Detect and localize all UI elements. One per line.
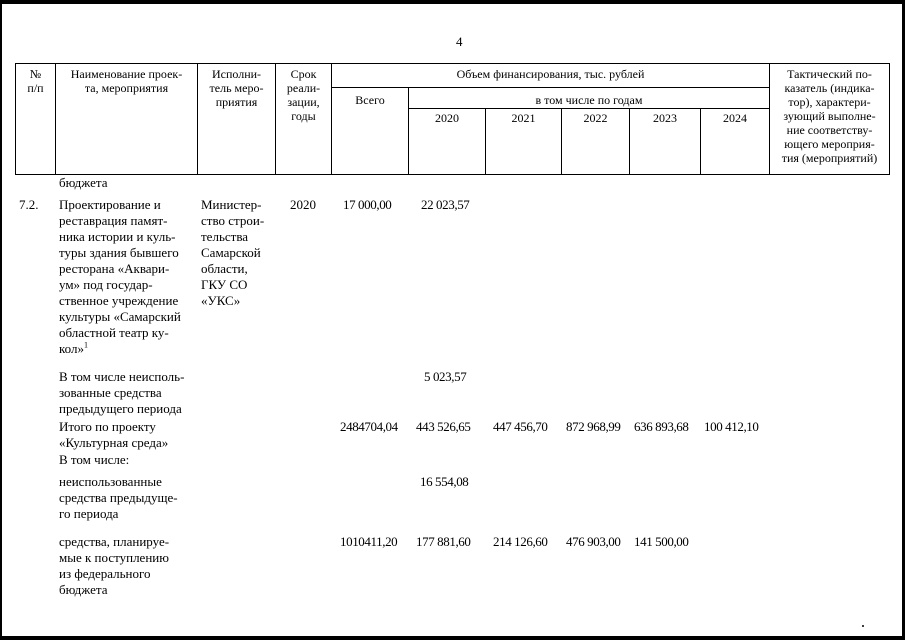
unused-prev-period-label: неиспользованные средства предыдуще- го периода bbox=[59, 474, 178, 521]
footnote-mark: 1 bbox=[83, 340, 88, 350]
header-year-2023: 2023 bbox=[653, 111, 677, 125]
row-7-2-number: 7.2. bbox=[19, 197, 39, 212]
header-by-years: в том числе по годам bbox=[535, 93, 643, 107]
header-executor: Исполни- тель меро- приятия bbox=[209, 67, 264, 109]
row-7-2-name-text: Проектирование и реставрация памят- ника истории и куль- туры здания бывшего ресторана «Аквари- ум» под государ- ственное учреждение культуры «Самарский областной театр ку- кол» bbox=[59, 197, 181, 356]
row-7-2-2020: 22 023,57 bbox=[421, 197, 470, 212]
total-sum: 2484704,04 bbox=[340, 419, 398, 434]
row-7-2-executor: Министер- ство строи- тельства Самарской области, ГКУ СО «УКС» bbox=[201, 197, 265, 308]
page-number: 4 bbox=[456, 34, 463, 49]
federal-funds-total: 1010411,20 bbox=[340, 534, 398, 549]
page-top-border bbox=[0, 0, 905, 4]
including-label: В том числе: bbox=[59, 452, 130, 467]
total-2024: 100 412,10 bbox=[704, 419, 759, 434]
header-year-2020: 2020 bbox=[435, 111, 459, 125]
header-term: Срок реали- зации, годы bbox=[286, 67, 321, 123]
page-bottom-border bbox=[0, 636, 905, 640]
federal-funds-2020: 177 881,60 bbox=[416, 534, 471, 549]
federal-funds-label: средства, планируе- мые к поступлению из федерального бюджета bbox=[59, 534, 170, 597]
total-label: Итого по проекту «Культурная среда» bbox=[59, 419, 169, 450]
federal-funds-2021: 214 126,60 bbox=[493, 534, 548, 549]
header-year-2021: 2021 bbox=[511, 111, 536, 125]
federal-funds-2022: 476 903,00 bbox=[566, 534, 621, 549]
carry-over-text: бюджета bbox=[59, 175, 108, 190]
total-2020: 443 526,65 bbox=[416, 419, 471, 434]
row-7-2-total: 17 000,00 bbox=[343, 197, 392, 212]
total-2021: 447 456,70 bbox=[493, 419, 548, 434]
row-7-2-term: 2020 bbox=[290, 197, 316, 212]
header-funding: Объем финансирования, тыс. рублей bbox=[456, 67, 645, 81]
header-year-2022: 2022 bbox=[583, 111, 608, 125]
header-name: Наименование проек- та, мероприятия bbox=[70, 67, 183, 95]
unused-funds-2020: 5 023,57 bbox=[424, 369, 467, 384]
header-total: Всего bbox=[355, 93, 385, 107]
header-indicator: Тактический по- казатель (индика- тор), характери- зующий выполне- ние соответству- ющего мероприя- тия (мероприятий) bbox=[781, 67, 878, 165]
header-year-2024: 2024 bbox=[723, 111, 747, 125]
page-left-border bbox=[0, 0, 2, 640]
header-number: № п/п bbox=[27, 67, 44, 95]
unused-funds-label: В том числе неисполь- зованные средства предыдущего периода bbox=[59, 369, 185, 416]
scan-speck bbox=[862, 625, 864, 627]
unused-prev-period-2020: 16 554,08 bbox=[420, 474, 469, 489]
total-2023: 636 893,68 bbox=[634, 419, 689, 434]
federal-funds-2023: 141 500,00 bbox=[634, 534, 689, 549]
row-7-2-name bbox=[59, 197, 181, 357]
total-2022: 872 968,99 bbox=[566, 419, 621, 434]
